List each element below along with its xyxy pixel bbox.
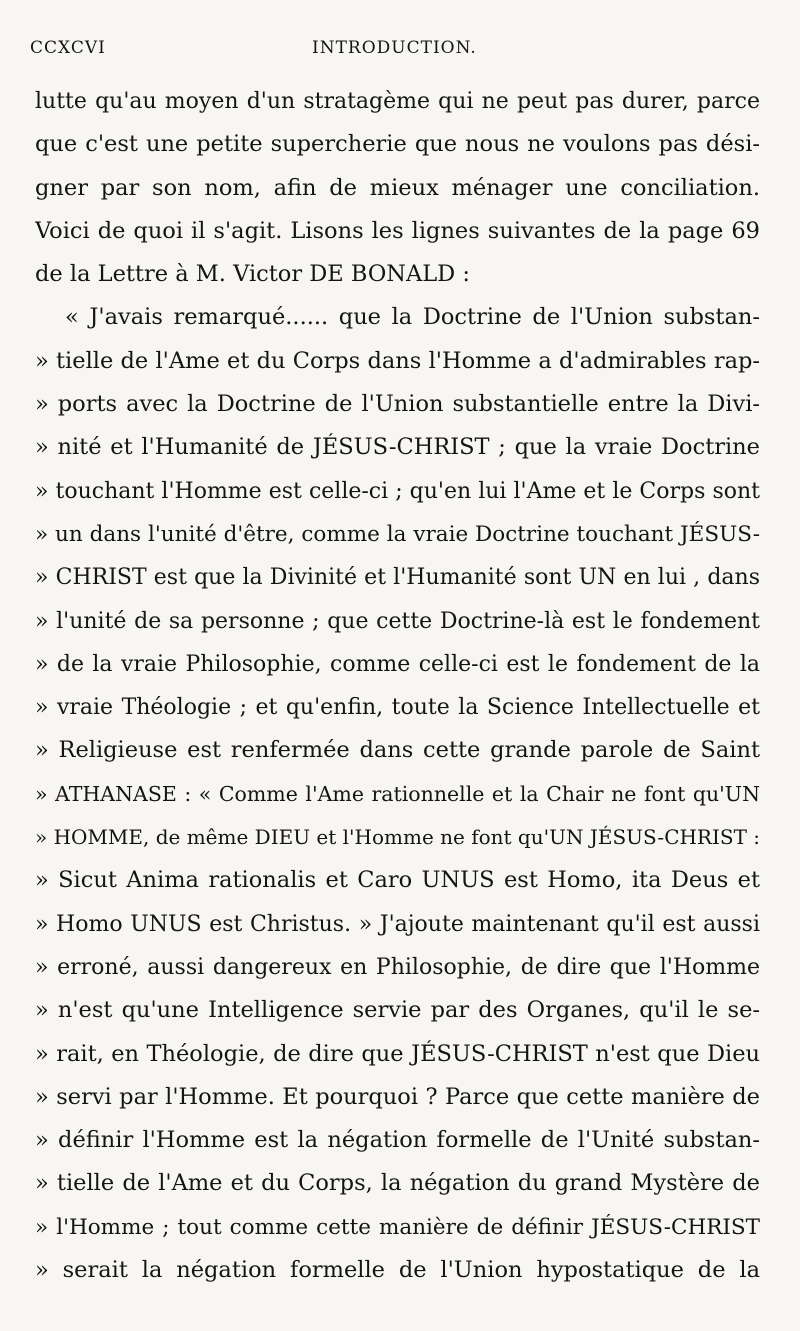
text-line: que c'est une petite supercherie que nous ne voulons pas dési-: [35, 131, 760, 158]
text-line: » Sicut Anima rationalis et Caro UNUS est Homo, ita Deus et: [35, 867, 760, 894]
text-line: » ATHANASE : « Comme l'Ame rationnelle et la Chair ne font qu'UN: [35, 781, 760, 806]
text-line: « J'avais remarqué...... que la Doctrine de l'Union substan-: [65, 304, 760, 331]
page-header: [30, 30, 760, 66]
text-line: » l'Homme ; tout comme cette manière de définir JÉSUS-CHRIST: [35, 1214, 760, 1240]
text-line: » touchant l'Homme est celle-ci ; qu'en lui l'Ame et le Corps sont: [35, 478, 760, 504]
text-line: gner par son nom, afin de mieux ménager une conciliation.: [35, 174, 760, 201]
body-text: [35, 80, 760, 1292]
text-line: » Religieuse est renfermée dans cette grande parole de Saint: [35, 737, 760, 764]
text-line: » Homo UNUS est Christus. » J'ajoute maintenant qu'il est aussi: [35, 911, 760, 937]
text-line: » HOMME, de même DIEU et l'Homme ne font qu'UN JÉSUS-CHRIST :: [35, 825, 760, 850]
text-line: » n'est qu'une Intelligence servie par des Organes, qu'il le se-: [35, 997, 760, 1024]
text-line: » tielle de l'Ame et du Corps, la négation du grand Mystère de: [35, 1170, 760, 1197]
text-line: » erroné, aussi dangereux en Philosophie, de dire que l'Homme: [35, 954, 760, 980]
text-line: » l'unité de sa personne ; que cette Doctrine-là est le fondement: [35, 608, 760, 634]
text-line: » serait la négation formelle de l'Union hypostatique de la: [35, 1257, 760, 1284]
page-number: CCXCVI: [30, 38, 106, 58]
text-line: » tielle de l'Ame et du Corps dans l'Homme a d'admirables rap-: [35, 347, 760, 374]
text-line: » servi par l'Homme. Et pourquoi ? Parce que cette manière de: [35, 1083, 760, 1110]
text-line: » définir l'Homme est la négation formelle de l'Unité substan-: [35, 1127, 760, 1154]
text-line: » ports avec la Doctrine de l'Union substantielle entre la Divi-: [35, 391, 760, 418]
text-line: Voici de quoi il s'agit. Lisons les lignes suivantes de la page 69: [35, 217, 760, 244]
text-line: » vraie Théologie ; et qu'enfin, toute la Science Intellectuelle et: [35, 695, 760, 721]
running-head: INTRODUCTION.: [312, 38, 477, 58]
text-line: » CHRIST est que la Divinité et l'Humanité sont UN en lui , dans: [35, 565, 760, 591]
text-line: » rait, en Théologie, de dire que JÉSUS-CHRIST n'est que Dieu: [35, 1040, 760, 1067]
text-line: » de la vraie Philosophie, comme celle-ci est le fondement de la: [35, 651, 760, 677]
text-line: de la Lettre à M. Victor DE BONALD :: [35, 261, 470, 288]
text-line: lutte qu'au moyen d'un stratagème qui ne peut pas durer, parce: [35, 89, 760, 114]
text-line: » nité et l'Humanité de JÉSUS-CHRIST ; que la vraie Doctrine: [35, 434, 760, 461]
text-line: » un dans l'unité d'être, comme la vraie Doctrine touchant JÉSUS-: [35, 521, 760, 547]
